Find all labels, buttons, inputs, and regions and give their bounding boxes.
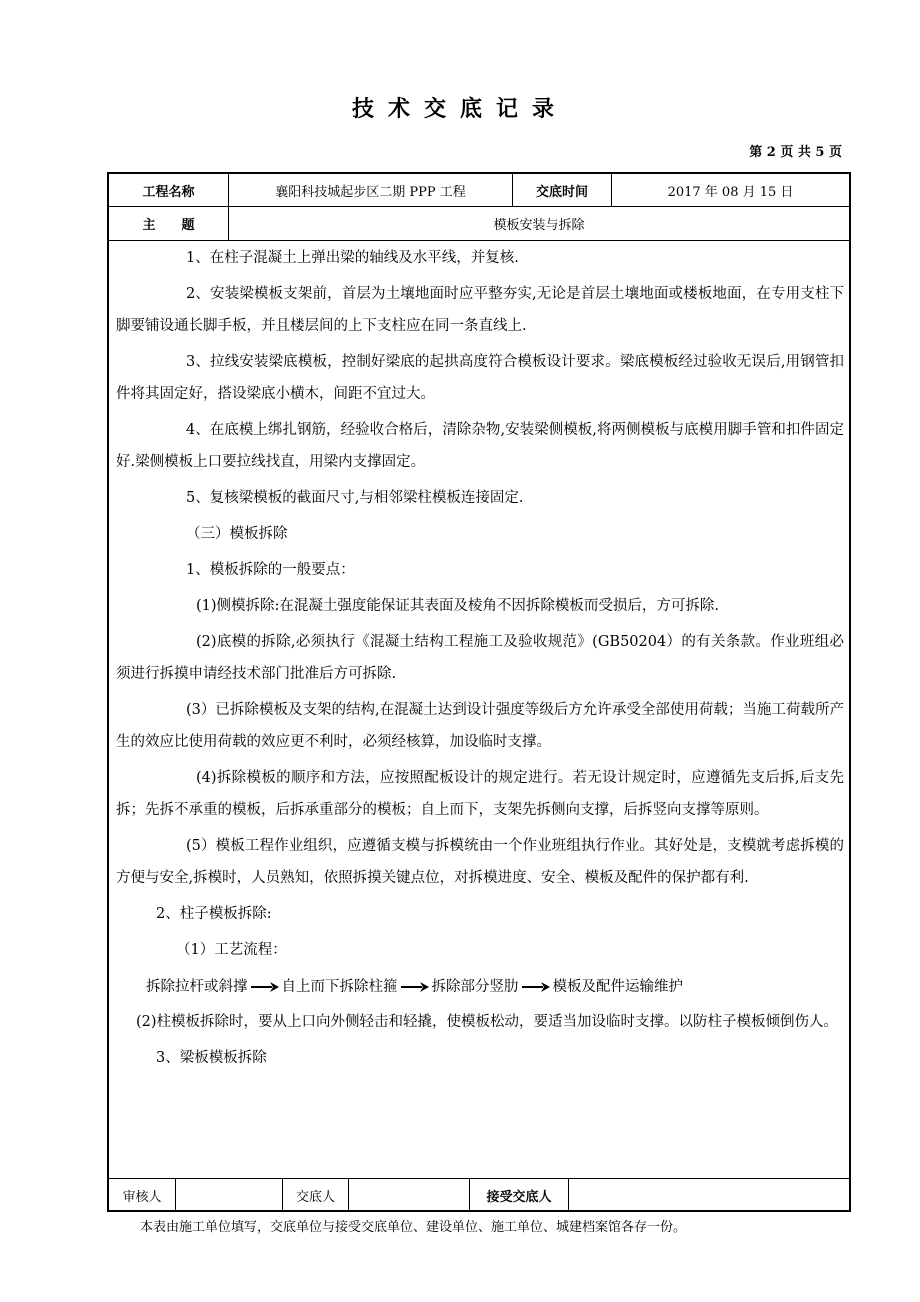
disclosure-content bbox=[116, 242, 844, 1078]
reviewer-value bbox=[176, 1179, 282, 1211]
content-paragraph: 3、拉线安装梁底模板，控制好梁底的起拱高度符合模板设计要求。梁底模板经过验收无误后,用钢管扣件将其固定好，搭设梁底小横木，间距不宜过大。 bbox=[116, 354, 844, 402]
content-paragraph: (2)底模的拆除,必须执行《混凝土结构工程施工及验收规范》(GB50204）的有关条款。作业班组必须进行拆摸申请经技术部门批准后方可拆除. bbox=[116, 634, 844, 682]
content-paragraph: 1、模板拆除的一般要点： bbox=[186, 562, 355, 578]
project-name-label: 工程名称 bbox=[142, 184, 195, 200]
discloser-label: 交底人 bbox=[295, 1189, 335, 1205]
subject-label: 主 题 bbox=[142, 218, 195, 233]
content-paragraph: (1)侧模拆除:在混凝土强度能保证其表面及棱角不因拆除模板而受损后，方可拆除. bbox=[196, 598, 720, 614]
process-flow bbox=[146, 972, 844, 1002]
footnote: 本表由施工单位填写，交底单位与接受交底单位、建设单位、施工单位、城建档案馆各存一份。 bbox=[140, 1220, 687, 1235]
content-paragraph: (4)拆除模板的顺序和方法，应按照配板设计的规定进行。若无设计规定时，应遵循先支后拆,后支先拆；先拆不承重的模板，后拆承重部分的模板；自上而下，支架先拆侧向支撑，后拆竖向支撑等原则。 bbox=[116, 770, 844, 818]
content-paragraph: (3）已拆除模板及支架的结构,在混凝土达到设计强度等级后方允许承受全部使用荷载；当施工荷载所产生的效应比使用荷载的效应更不利时，必须经核算，加设临时支撑。 bbox=[116, 702, 844, 750]
flow-step: 拆除拉杆或斜撑 bbox=[146, 979, 248, 995]
flow-step: 拆除部分竖肋 bbox=[431, 979, 519, 995]
content-paragraph: 2、柱子模板拆除: bbox=[156, 906, 272, 922]
project-name-value: 襄阳科技城起步区二期 PPP 工程 bbox=[275, 184, 466, 200]
content-paragraph: (2)柱模板拆除时，要从上口向外侧轻击和轻撬，使模板松动，要适当加设临时支撑。以防柱子模板倾倒伤人。 bbox=[136, 1014, 839, 1030]
content-paragraph: （1）工艺流程： bbox=[176, 942, 287, 958]
content-paragraph: 1、在柱子混凝土上弹出梁的轴线及水平线，并复核. bbox=[186, 250, 519, 266]
content-paragraph: 5、复核梁模板的截面尺寸,与相邻梁柱模板连接固定. bbox=[186, 490, 524, 506]
content-paragraph: 4、在底模上绑扎钢筋，经验收合格后，清除杂物,安装梁侧模板,将两侧模板与底模用脚手管和扣件固定好.梁侧模板上口要拉线找直，用梁内支撑固定。 bbox=[116, 422, 844, 470]
document-title: 技术交底记录 bbox=[351, 96, 568, 122]
page-info: 第 2 页 共 5 页 bbox=[749, 145, 842, 160]
flow-step: 自上而下拆除柱箍 bbox=[281, 979, 398, 995]
content-paragraph: 2、安装梁模板支架前，首层为土壤地面时应平整夯实,无论是首层土壤地面或楼板地面，在专用支柱下脚要铺设通长脚手板，并且楼层间的上下支柱应在同一条直线上. bbox=[116, 286, 844, 334]
disclosure-time-label: 交底时间 bbox=[535, 184, 588, 200]
receiver-label: 接受交底人 bbox=[486, 1189, 552, 1205]
subject-value: 模板安装与拆除 bbox=[493, 218, 585, 233]
reviewer-label: 审核人 bbox=[122, 1189, 162, 1205]
flow-arrow-icon bbox=[400, 981, 430, 993]
content-paragraph: （三）模板拆除 bbox=[186, 526, 288, 542]
receiver-value bbox=[569, 1179, 849, 1211]
content-paragraph: (5）模板工程作业组织，应遵循支模与拆模统由一个作业班组执行作业。其好处是，支模就考虑拆模的方便与安全,拆模时，人员熟知，依照拆摸关键点位，对拆模进度、安全、模板及配件的保护都有利. bbox=[116, 838, 844, 886]
disclosure-table bbox=[107, 172, 851, 1212]
flow-arrow-icon bbox=[250, 981, 280, 993]
discloser-value bbox=[349, 1179, 469, 1211]
flow-step: 模板及配件运输维护 bbox=[552, 979, 683, 995]
disclosure-time-value: 2017 年 08 月 15 日 bbox=[667, 184, 794, 200]
content-paragraph: 3、梁板模板拆除 bbox=[156, 1050, 267, 1066]
flow-arrow-icon bbox=[521, 981, 551, 993]
